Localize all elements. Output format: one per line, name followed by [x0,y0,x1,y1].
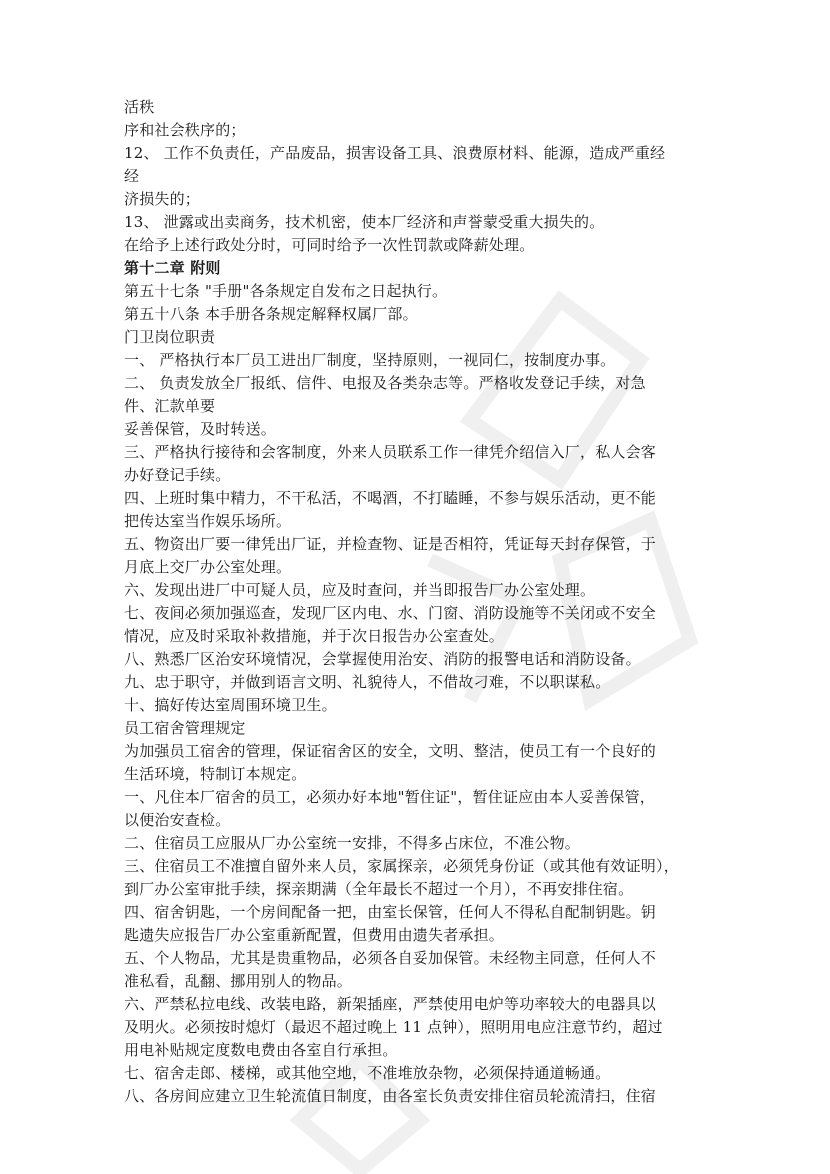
text-line: 三、住宿员工不准擅自留外来人员，家属探亲，必须凭身份证（或其他有效证明）， [124,857,679,875]
text-line: 序和社会秩序的； [124,121,246,139]
text-line: 六、严禁私拉电线、改装电路，新架插座，严禁使用电炉等功率较大的电器具以 [124,995,657,1013]
text-line: 五、个人物品，尤其是贵重物品，必须各自妥加保管。未经物主同意，任何人不 [124,949,657,967]
text-line: 三、严格执行接待和会客制度，外来人员联系工作一律凭介绍信入厂，私人会客 [124,443,657,461]
text-line: 七、宿舍走郎、楼梯，或其他空地，不准堆放杂物，必须保持通道畅通。 [124,1064,611,1082]
text-line: 办好登记手续。 [124,466,231,484]
text-line: 六、发现出进厂中可疑人员，应及时查问，并当即报告厂办公室处理。 [124,581,596,599]
text-line: 及明火。必须按时熄灯（最迟不超过晚上 11 点钟），照明用电应注意节约，超过 [124,1018,663,1036]
text-line: 13、 泄露或出卖商务，技术机密，使本厂经济和声誉蒙受重大损失的。 [124,213,605,231]
text-line: 二、 负责发放全厂报纸、信件、电报及各类杂志等。严格收发登记手续，对急 [124,374,646,392]
text-line: 九、忠于职守，并做到语言文明、礼貌待人，不借故刁难，不以职谋私。 [124,673,611,691]
text-line: 为加强员工宿舍的管理，保证宿舍区的安全，文明、整洁，使员工有一个良好的 [124,742,657,760]
text-line: 第五十八条 本手册各条规定解释权属厂部。 [124,305,418,323]
text-line: 12、 工作不负责任，产品废品，损害设备工具、浪费原材料、能源，造成严重经 [124,144,666,162]
text-line: 八、各房间应建立卫生轮流值日制度，由各室长负责安排住宿员轮流清扫，住宿 [124,1087,657,1105]
text-line: 情况，应及时采取补救措施，并于次日报告办公室查处。 [124,627,505,645]
text-line: 以便治安查检。 [124,811,231,829]
text-line: 八、熟悉厂区治安环境情况，会掌握使用治安、消防的报警电话和消防设备。 [124,650,641,668]
text-line: 一、凡住本厂宿舍的员工，必须办好本地"暂住证"，暂住证应由本人妥善保管， [124,788,656,806]
text-line: 第五十七条 "手册"各条规定自发布之日起执行。 [124,282,448,300]
text-line: 件、汇款单要 [124,397,216,415]
text-line: 七、夜间必须加强巡查，发现厂区内电、水、门窗、消防设施等不关闭或不安全 [124,604,657,622]
text-line: 四、上班时集中精力，不干私活，不喝酒，不打瞌睡，不参与娱乐活动，更不能 [124,489,657,507]
text-line: 一、 严格执行本厂员工进出厂制度，坚持原则，一视同仁，按制度办事。 [124,351,616,369]
text-line: 员工宿舍管理规定 [124,719,246,737]
text-line: 妥善保管，及时转送。 [124,420,277,438]
text-line: 十、搞好传达室周围环境卫生。 [124,696,337,714]
text-line: 经 [124,167,140,185]
text-line: 门卫岗位职责 [124,328,216,346]
text-line: 四、宿舍钥匙，一个房间配备一把，由室长保管，任何人不得私自配制钥匙。钥 [124,903,657,921]
text-line: 准私看，乱翻、挪用别人的物品。 [124,972,353,990]
text-line: 月底上交厂办公室处理。 [124,558,292,576]
text-line: 二、住宿员工应服从厂办公室统一安排，不得多占床位，不准公物。 [124,834,581,852]
text-line: 匙遗失应报告厂办公室重新配置，但费用由遗失者承担。 [124,926,505,944]
text-line: 在给予上述行政处分时，可同时给予一次性罚款或降薪处理。 [124,236,535,254]
chapter-heading: 第十二章 附则 [124,259,221,277]
text-line: 用电补贴规定度数电费由各室自行承担。 [124,1041,398,1059]
document-page [124,96,714,1108]
text-line: 到厂办公室审批手续，探亲期满（全年最长不超过一个月），不再安排住宿。 [124,880,634,898]
text-line: 活秩 [124,98,155,116]
text-line: 五、物资出厂要一律凭出厂证，并检查物、证是否相符，凭证每天封存保管，于 [124,535,657,553]
text-line: 生活环境，特制订本规定。 [124,765,307,783]
text-line: 济损失的； [124,190,201,208]
text-line: 把传达室当作娱乐场所。 [124,512,292,530]
